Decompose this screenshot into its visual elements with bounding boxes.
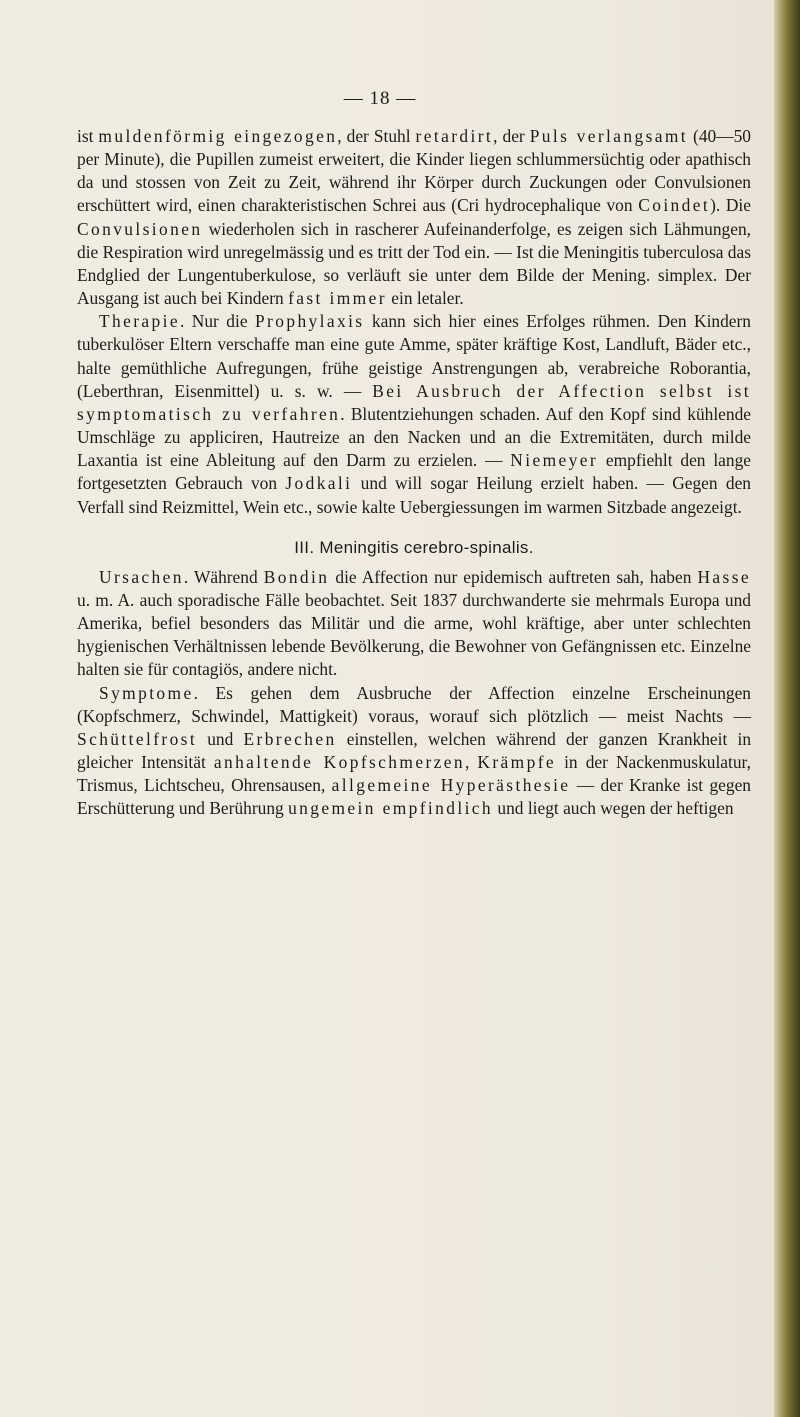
text-run: in der Nackenmuskulatur, Trismus, Lichtscheu, Ohrensausen, [77,752,751,796]
emphasis: Jodkali [285,473,353,494]
author-name: Bondin [263,566,330,587]
text-run: , [464,752,478,773]
text-run: , der [493,126,530,146]
paragraph-symptoms [77,682,751,821]
paragraph-prognosis [77,125,751,310]
text-run: empfiehlt den lange fortgesetzten Gebrauch von [77,450,751,494]
emphasis: Prophylaxis [254,311,365,332]
author-name: Niemeyer [510,450,599,471]
author-name: Coindet [638,195,711,216]
emphasis: muldenförmig eingezogen [98,126,338,146]
emphasis: allgemeine Hyperästhesie [331,775,571,796]
text-run: und will sogar Heilung erzielt haben. — Gegen den Verfall sind Reizmittel, Wein etc., sowie kalte Uebergiessungen im warmen Sitzbade angezeigt. [77,473,751,517]
paragraph-therapy [77,310,751,518]
text-run: ). Die [710,195,751,216]
page-number: — 18 — [343,88,417,109]
text-run: . Nur die [180,311,255,332]
emphasis: Bei Ausbruch der Affection selbst ist symptomatisch zu verfahren [77,380,751,424]
text-run: kann sich hier eines Erfolges rühmen. Den Kindern tuberkulöser Eltern verschaffe man eine gute Amme, später kräftige Kost, Landluft, Bäder etc., halte gemüthliche Aufregungen, frühe geistige Anstrengungen ab, verabreiche Roborantia, (Leberthran, Eisenmittel) u. s. w. — [77,311,751,401]
text-run: , der Stuhl [337,126,416,146]
emphasis: Puls verlangsamt [529,126,689,146]
text-run: einstellen, welchen während der ganzen Krankheit in gleicher Intensität [77,728,752,773]
paragraph-causes [77,566,751,682]
author-name: Hasse [697,566,751,587]
text-run: . Während [183,566,264,587]
subheading-therapie: Therapie [99,311,180,332]
text-run: und liegt auch wegen der heftigen [493,798,734,819]
text-run: — der Kranke ist gegen Erschütterung und Berührung [77,775,751,819]
text-run: u. m. A. auch sporadische Fälle beobachtet. Seit 1837 durchwanderte sie mehrmals Europa und Amerika, befiel besonders das Militär und die arme, wohl kräftige, aber unter schlechten hygienischen Verhältnissen lebende Bevölkerung, die Bewohner von Gefängnissen etc. Einzelne halten sie für contagiös, andere nicht. [77,589,751,680]
text-run: ein letaler. [386,288,464,309]
page-body [77,125,751,821]
text-run: und [197,728,244,749]
section-heading: III. Meningitis cerebro-spinalis. [294,537,534,557]
text-run: (40—50 per Minute), die Pupillen zumeist erweitert, die Kinder liegen schlummersüchtig oder apathisch da und stossen von Zeit zu Zeit, während ihr Körper durch Zuckungen oder Convulsionen erschüttert wird, einen charakteristischen Schrei aus (Cri hydrocephalique von [77,126,751,216]
text-run: . Blutentziehungen schaden. Auf den Kopf sind kühlende Umschläge zu appliciren, Hautreize an den Nacken und an die Extremitäten, durch milde Laxantia ist eine Ableitung auf den Darm zu erzielen. — [77,403,751,471]
text-run: ist [77,126,99,146]
emphasis: anhaltende Kopfschmerzen [213,752,465,773]
text-run: . Es gehen dem Ausbruche der Affection einzelne Erscheinungen (Kopfschmerz, Schwindel, Mattigkeit) voraus, worauf sich plötzlich — meist Nachts — [77,682,751,726]
subheading-symptome: Symptome [99,682,194,703]
emphasis: retardirt [415,126,494,146]
text-run: wiederholen sich in rascherer Aufeinanderfolge, es zeigen sich Lähmungen, die Respiration wird unregelmässig und es tritt der Tod ein. — Ist die Meningitis tuberculosa das Endglied der Lungentuberkulose, so verläuft sie unter dem Bilde der Mening. simplex. Der Ausgang ist auch bei Kindern [77,218,751,309]
emphasis: fast immer [288,288,387,309]
emphasis: Convulsionen [77,218,203,239]
emphasis: Erbrechen [243,728,337,749]
emphasis: Schüttelfrost [77,728,198,749]
subheading-ursachen: Ursachen [99,566,184,587]
emphasis: Krämpfe [477,752,557,773]
text-run: die Affection nur epidemisch auftreten sah, haben [329,566,698,587]
emphasis: ungemein empfindlich [288,798,494,819]
page-edge [774,0,800,1417]
